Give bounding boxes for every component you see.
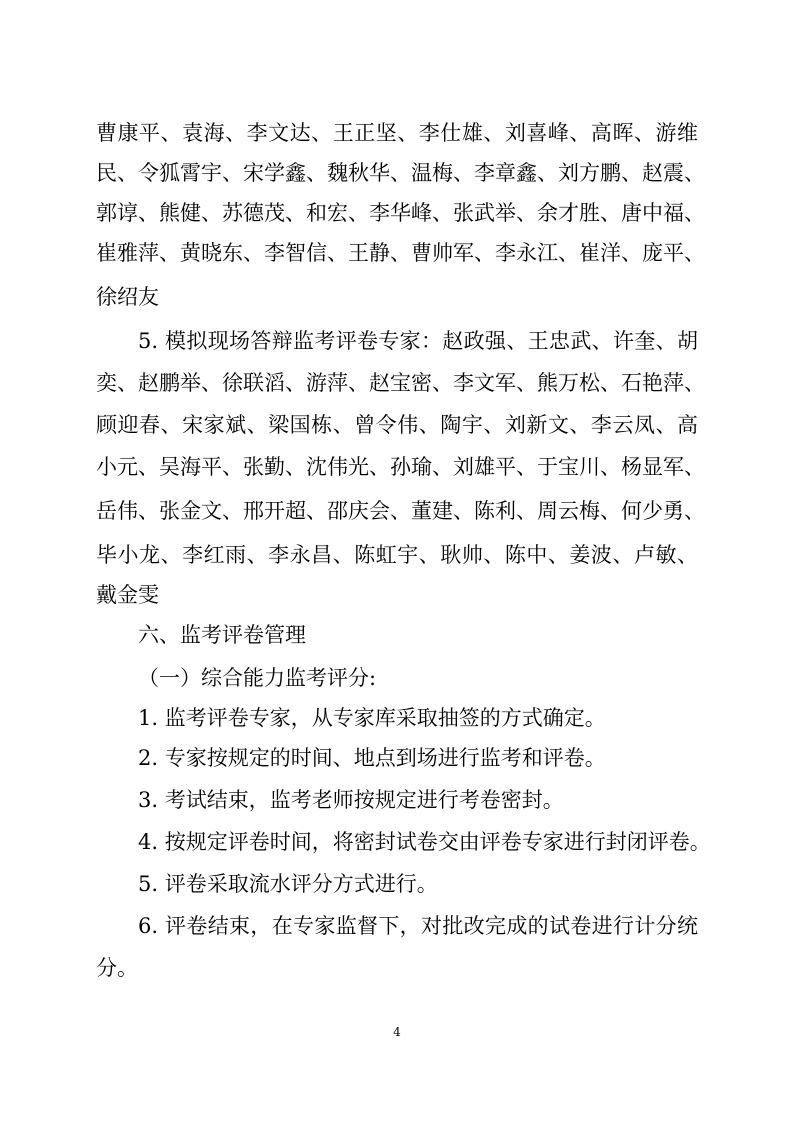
text-line: 奕、赵鹏举、徐联滔、游萍、赵宝密、李文军、熊万松、石艳萍、 [96, 371, 705, 395]
text-line: 岳伟、张金文、邢开超、邵庆会、董建、陈利、周云梅、何少勇、 [96, 499, 705, 523]
paragraph-line [0, 193, 794, 233]
text-line: 曹康平、袁海、李文达、王正坚、李仕雄、刘喜峰、高晖、游维 [96, 121, 698, 145]
list-item-text: 3. 考试结束，监考老师按规定进行考卷密封。 [138, 788, 564, 812]
list-item [0, 738, 794, 778]
paragraph-line [0, 535, 794, 575]
text-line: 徐绍友 [96, 285, 159, 309]
text-line: 戴金雯 [96, 583, 159, 607]
paragraph-line [0, 153, 794, 193]
paragraph-line [0, 277, 794, 317]
text-line: 小元、吴海平、张勤、沈伟光、孙瑜、刘雄平、于宝川、杨显军、 [96, 455, 705, 479]
paragraph-line [0, 491, 794, 531]
text-line: 毕小龙、李红雨、李永昌、陈虹宇、耿帅、陈中、姜波、卢敏、 [96, 543, 698, 567]
text-line: 崔雅萍、黄晓东、李智信、王静、曹帅军、李永江、崔洋、庞平、 [96, 241, 705, 265]
list-item-text: 6. 评卷结束，在专家监督下，对批改完成的试卷进行计分统 [138, 914, 698, 938]
text-line: 民、令狐霄宇、宋学鑫、魏秋华、温梅、李章鑫、刘方鹏、赵震、 [96, 161, 705, 185]
list-item-text: 4. 按规定评卷时间，将密封试卷交由评卷专家进行封闭评卷。 [138, 830, 711, 854]
section-heading [0, 615, 794, 655]
subsection-heading [0, 658, 794, 698]
paragraph-line [0, 405, 794, 445]
list-item [0, 822, 794, 862]
paragraph-line [0, 363, 794, 403]
list-item [0, 864, 794, 904]
list-item-text: 1. 监考评卷专家，从专家库采取抽签的方式确定。 [138, 706, 606, 730]
subsection-heading-text: （一）综合能力监考评分: [138, 666, 377, 690]
paragraph-line [0, 447, 794, 487]
paragraph-line [0, 233, 794, 273]
list-item-text: 2. 专家按规定的时间、地点到场进行监考和评卷。 [138, 746, 606, 770]
list-item [0, 906, 794, 946]
list-item-continuation [0, 948, 794, 988]
text-line: 5. 模拟现场答辩监考评卷专家：赵政强、王忠武、许奎、胡 [138, 329, 698, 353]
text-line: 郭谆、熊健、苏德茂、和宏、李华峰、张武举、余才胜、唐中福、 [96, 201, 705, 225]
list-item-text: 分。 [96, 956, 138, 980]
paragraph-line [0, 113, 794, 153]
text-line: 顾迎春、宋家斌、梁国栋、曾令伟、陶宇、刘新文、李云凤、高 [96, 413, 698, 437]
list-item [0, 698, 794, 738]
page-number: 4 [393, 1025, 401, 1039]
list-item-text: 5. 评卷采取流水评分方式进行。 [138, 872, 438, 896]
list-item [0, 780, 794, 820]
paragraph-line [0, 321, 794, 361]
paragraph-line [0, 575, 794, 615]
section-heading-text: 六、监考评卷管理 [138, 623, 306, 647]
